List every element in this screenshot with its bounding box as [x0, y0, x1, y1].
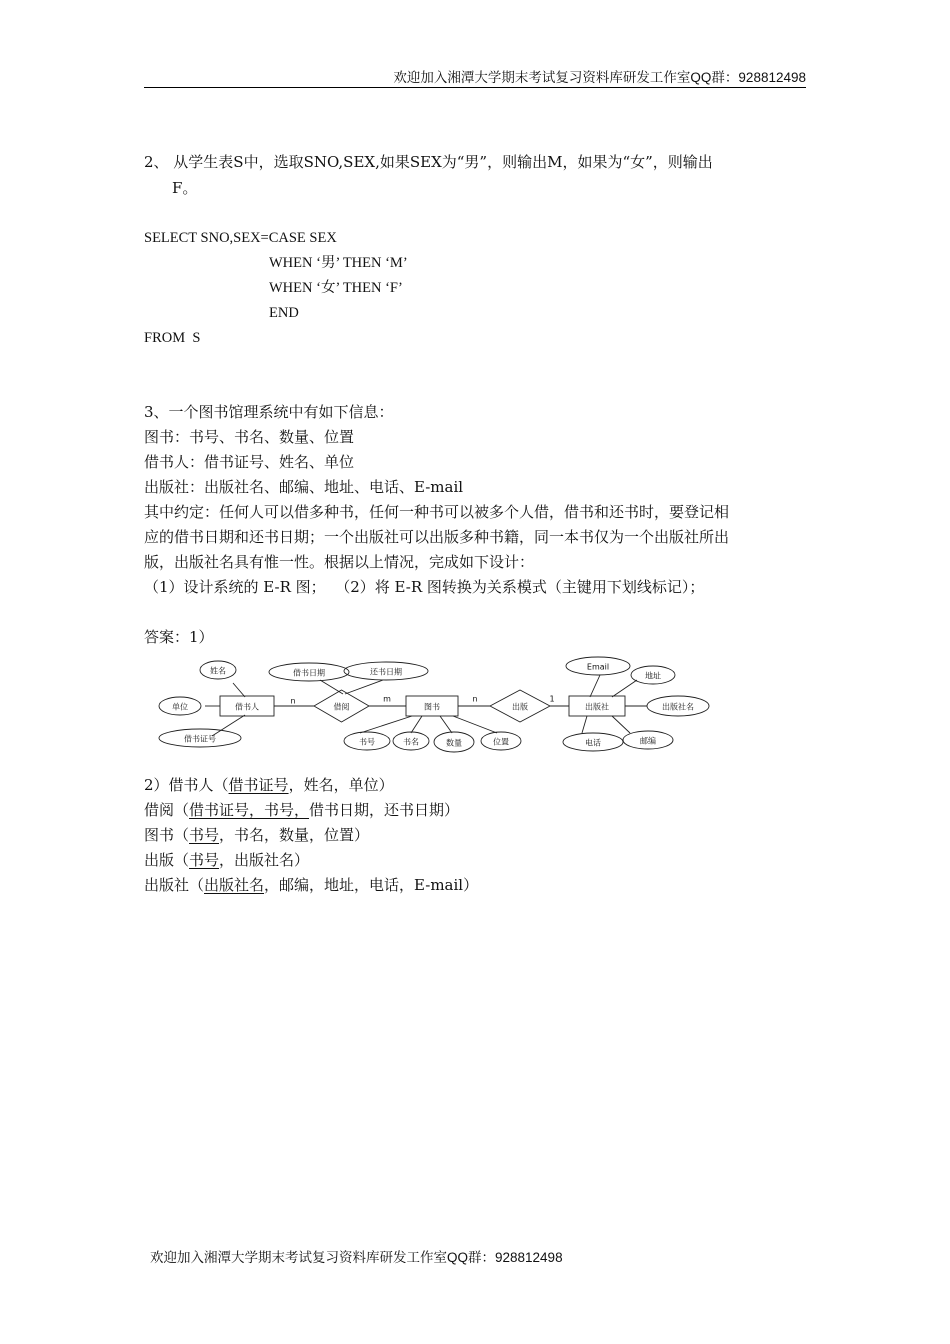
q3-line-rule-1: 其中约定：任何人可以借多种书，任何一种书可以被多个人借，借书和还书时，要登记相	[144, 503, 730, 521]
relation-key: 借书证号，书号，	[189, 801, 310, 819]
relation-prefix: 2）借书人（	[144, 776, 229, 794]
er-card-borrower-n: n	[290, 696, 296, 706]
q3-line-tasks: （1）设计系统的 E-R 图； （2）将 E-R 图转换为关系模式（主键用下划线标记）；	[144, 578, 705, 596]
er-card-book-n: n	[472, 694, 478, 704]
relation-rest: ，邮编，地址，电话，E-mail）	[264, 876, 479, 894]
q3-title: 3、一个图书馆理系统中有如下信息：	[144, 403, 394, 421]
er-link-name-borrower	[233, 683, 245, 697]
er-link-publisher-phone	[582, 716, 587, 733]
relation-borrower	[144, 775, 394, 795]
page-header: 欢迎加入湘潭大学期末考试复习资料库研发工作室QQ群：928812498	[393, 70, 806, 85]
er-entity-borrower-label: 借书人	[235, 702, 259, 712]
relation-borrow	[144, 800, 459, 820]
relation-publisher	[144, 875, 478, 895]
er-card-book-m: m	[383, 694, 391, 704]
er-attr-email-label: Email	[586, 662, 610, 672]
relation-rest: ，出版社名）	[219, 851, 310, 869]
relation-key: 出版社名	[204, 876, 265, 894]
er-rel-borrow-label: 借阅	[333, 702, 350, 712]
er-attr-zip-label: 邮编	[640, 736, 656, 746]
er-attr-bookno-label: 书号	[359, 737, 375, 747]
er-link-book-position	[453, 716, 497, 733]
q2-line-2: F。	[172, 179, 198, 197]
header-rule	[144, 87, 806, 88]
er-link-address-publisher	[612, 680, 637, 697]
q3-line-rule-3: 版，出版社名具有惟一性。根据以上情况，完成如下设计：	[144, 553, 535, 571]
er-attr-cardno-label: 借书证号	[184, 734, 216, 744]
relation-rest: ，姓名，单位）	[288, 776, 394, 794]
er-link-returndate-borrow	[345, 680, 383, 694]
er-attr-unit-label: 单位	[172, 702, 188, 712]
relation-key: 书号	[189, 826, 220, 844]
q2-line-1: 2、 从学生表S中，选取SNO,SEX,如果SEX为“男”，则输出M，如果为“女”，则输出	[144, 153, 713, 171]
relation-prefix: 出版社（	[144, 876, 205, 894]
page-footer: 欢迎加入湘潭大学期末考试复习资料库研发工作室QQ群：928812498	[150, 1250, 563, 1265]
er-attr-position-label: 位置	[493, 737, 509, 747]
er-rel-publish-label: 出版	[512, 702, 528, 712]
relation-rest: 借书日期，还书日期）	[309, 801, 460, 819]
er-link-book-quantity	[440, 716, 452, 733]
er-diagram	[150, 650, 720, 755]
sql-line-from: FROM S	[144, 330, 201, 346]
er-entity-publisher-label: 出版社	[585, 702, 609, 712]
relation-prefix: 借阅（	[144, 801, 190, 819]
er-link-publisher-zip	[612, 716, 630, 733]
sql-line-select: SELECT SNO,SEX=CASE SEX	[144, 230, 337, 246]
er-attr-pubname-label: 出版社名	[662, 702, 694, 712]
er-attr-borrowdate-label: 借书日期	[293, 668, 325, 678]
er-entity-book-label: 图书	[424, 702, 440, 712]
er-link-book-bookname	[411, 716, 422, 733]
relation-key: 借书证号	[228, 776, 289, 794]
relation-prefix: 出版（	[144, 851, 190, 869]
er-attr-quantity-label: 数量	[446, 738, 462, 748]
er-card-publisher-1: 1	[549, 694, 555, 704]
sql-line-when-female: WHEN ‘女’ THEN ‘F’	[269, 280, 403, 296]
relation-key: 书号	[189, 851, 220, 869]
er-attr-name-label: 姓名	[210, 666, 226, 676]
er-attr-returndate-label: 还书日期	[370, 667, 402, 677]
relation-publish	[144, 850, 309, 870]
q3-line-rule-2: 应的借书日期和还书日期；一个出版社可以出版多种书籍，同一本书仅为一个出版社所出	[144, 528, 730, 546]
sql-line-end: END	[269, 305, 299, 321]
er-link-book-bookno	[360, 716, 412, 733]
sql-line-when-male: WHEN ‘男’ THEN ‘M’	[269, 255, 408, 271]
er-link-email-publisher	[590, 675, 600, 697]
er-link-cardno-borrower	[212, 715, 245, 736]
relation-book	[144, 825, 369, 845]
er-attr-address-label: 地址	[645, 671, 661, 681]
relation-rest: ，书名，数量，位置）	[219, 826, 370, 844]
answer-label: 答案：1）	[144, 628, 214, 646]
q3-line-publisher: 出版社：出版社名、邮编、地址、电话、E-mail	[144, 478, 464, 496]
er-attr-bookname-label: 书名	[403, 737, 419, 747]
q3-line-borrower: 借书人：借书证号、姓名、单位	[144, 453, 355, 471]
er-attr-phone-label: 电话	[585, 738, 601, 748]
er-link-borrowdate-borrow	[320, 680, 343, 694]
relation-prefix: 图书（	[144, 826, 190, 844]
q3-line-books: 图书：书号、书名、数量、位置	[144, 428, 355, 446]
